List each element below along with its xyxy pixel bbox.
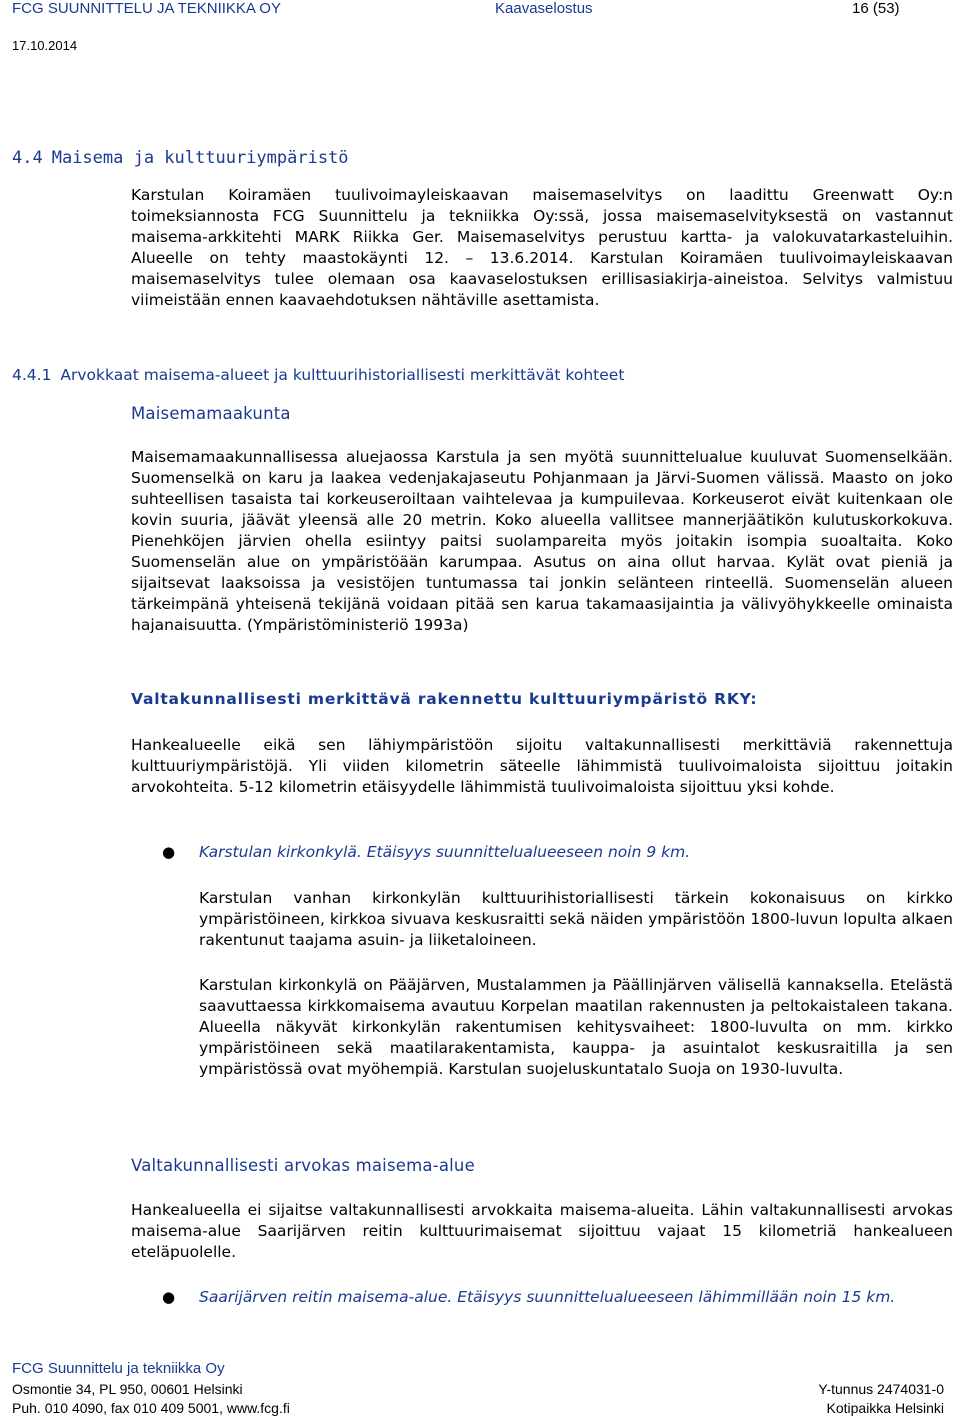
section-intro: Karstulan Koiramäen tuulivoimayleiskaavan maisemaselvitys on laadittu Greenwatt Oy:n toimeksiannosta FCG Suunnittelu ja tekniikka Oy:ssä, jossa maisemaselvityksestä on vastannut maisema-arkkitehti MARK Riikka Ger. Maisemaselvitys perustuu kartta- ja valokuvatarkasteluihin. Alueelle on tehty maastokäynti 12. – 13.6.2014. Karstulan Koiramäen tuulivoimayleiskaavan maisemaselvitys tulee olemaan osa kaavaselostuksen erillisasiakirja-aineistoa. Selvitys valmistuu viimeistään ennen kaavaehdotuksen nähtäville asettamista. xyxy=(131,186,953,309)
rky-text: Hankealueelle eikä sen lähiympäristöön sijoitu valtakunnallisesti merkittäviä rakennettuja kulttuuriympäristöjä. Yli viiden kilometrin säteelle lähimmistä tuulivoimaloista sijoittuu joitakin arvokohteita. 5-12 kilometrin etäisyydelle lähimmistä tuulivoimaloista sijoittuu yksi kohde. xyxy=(131,736,953,796)
arvokas-text: Hankealueella ei sijaitse valtakunnallisesti arvokkaita maisema-alueita. Lähin valtakunnallisesti arvokas maisema-alue Saarijärven reitin kulttuurimaisemat sijoittuu vajaat 15 kilometriä hankealueen eteläpuolelle. xyxy=(131,1201,953,1261)
subsection-number: 4.4.1 xyxy=(12,366,52,384)
header-page-number: 16 (53) xyxy=(852,0,900,17)
maisemamaakunta-text: Maisemamaakunnallisessa aluejaossa Karstula ja sen myötä suunnittelualue kuuluvat Suomenselkään. Suomenselkä on karu ja laakea vedenjakajaseutu Pohjanmaan ja Järvi-Suomen välissä. Maasto on joko suhteellisen tasaista tai korkeuseroiltaan vaihtelevaa ja kumpuilevaa. Korkeuserot eivät kuitenkaan ole kovin suuria, jäävät yleensä alle 20 metrin. Koko alueella vallitsee mannerjäätikön kulutuskorkokuva. Pienehköjen järvien ohella esiintyy paitsi suolampareita myös joitakin isompia suoaltaita. Koko Suomenselän alue on ympäristöään karumpaa. Asutus on aina ollut harvaa. Kylät ovat pieniä ja sijaitsevat laaksoissa ja vesistöjen tuntumassa tai jonkin selänteen rinteellä. Suomenselän alueen tärkeimpänä yhteisenä tekijänä voidaan pitää sen karua takamaasijaintia ja välivyöhykkeelle ominaista hajanaisuutta. (Ympäristöministeriö 1993a) xyxy=(131,448,953,634)
arvokas-bullet-text: Saarijärven reitin maisema-alue. Etäisyys suunnittelualueeseen lähimmillään noin 15 km. xyxy=(199,1288,896,1306)
section-heading xyxy=(12,148,349,168)
bullet-icon: ● xyxy=(162,843,176,861)
footer-address: Osmontie 34, PL 950, 00601 Helsinki xyxy=(12,1381,243,1397)
footer-company: FCG Suunnittelu ja tekniikka Oy xyxy=(12,1360,225,1377)
section-number: 4.4 xyxy=(12,148,43,168)
rky-paragraph-1: Karstulan vanhan kirkonkylän kulttuurihistoriallisesti tärkein kokonaisuus on kirkko ympäristöineen, kirkkoa sivuava keskusraitti sekä näiden ympäristöön 1800-luvun lopulta alkaen rakentunut taajama asuin- ja liiketaloineen. xyxy=(199,889,953,949)
rky-bullet-item xyxy=(162,842,953,863)
rky-paragraph-2: Karstulan kirkonkylä on Pääjärven, Mustalammen ja Päällinjärven välisellä kannaksella. Etelästä saavuttaessa kirkkomaisema avautuu Korpelan maatilan rakennusten ja peltokaistaleen takana. Alueella näkyvät kirkonkylän rakentumisen kehitysvaiheet: 1800-luvulta on mm. kirkko ympäristöineen sekä maatilarakentamista, kauppa- ja asuintalot keskusraitilla ja sen ympäristössä ovat myöhempiä. Karstulan suojeluskuntatalo Suoja on 1930-luvulta. xyxy=(199,976,953,1078)
arvokas-bullet-item xyxy=(162,1287,953,1308)
header-company: FCG SUUNNITTELU JA TEKNIIKKA OY xyxy=(12,0,281,17)
footer-contact: Puh. 010 4090, fax 010 409 5001, www.fcg.fi xyxy=(12,1400,290,1416)
page-footer xyxy=(0,1360,960,1417)
header-date: 17.10.2014 xyxy=(12,38,78,53)
header-document-type: Kaavaselostus xyxy=(495,0,593,17)
footer-business-id: Y-tunnus 2474031-0 xyxy=(818,1381,944,1397)
rky-heading: Valtakunnallisesti merkittävä rakennettu kulttuuriympäristö RKY: xyxy=(131,690,758,708)
subsection-title: Arvokkaat maisema-alueet ja kulttuurihistoriallisesti merkittävät kohteet xyxy=(60,366,625,384)
footer-domicile: Kotipaikka Helsinki xyxy=(826,1400,944,1416)
rky-bullet-text: Karstulan kirkonkylä. Etäisyys suunnittelualueeseen noin 9 km. xyxy=(199,843,691,861)
section-title: Maisema ja kulttuuriympäristö xyxy=(51,148,349,168)
subsection-heading xyxy=(12,366,624,384)
maisemamaakunta-heading: Maisemamaakunta xyxy=(131,404,291,423)
arvokas-heading: Valtakunnallisesti arvokas maisema-alue xyxy=(131,1156,475,1175)
bullet-icon: ● xyxy=(162,1288,176,1306)
page-header xyxy=(0,0,960,60)
